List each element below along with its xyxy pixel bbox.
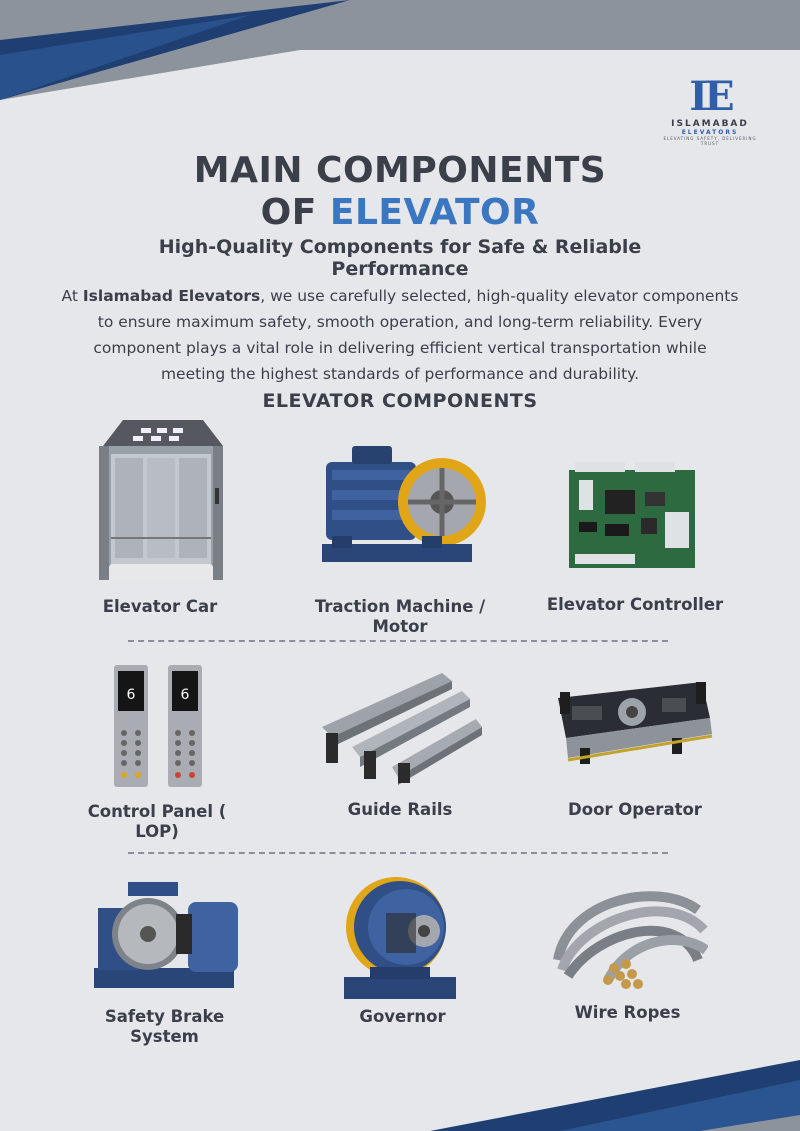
traction-machine-icon: [312, 440, 487, 580]
page-subtitle: High-Quality Components for Safe & Reliable Performance: [158, 236, 642, 280]
row-divider-1: [128, 640, 668, 642]
component-label-8: Governor: [359, 1007, 446, 1026]
component-label-4: Control Panel ( LOP): [87, 802, 227, 841]
component-label-9: Wire Ropes: [574, 1003, 681, 1022]
company-logo: [660, 75, 760, 146]
intro-body: , we use carefully selected, high-quality elevator components to ensure maximum safety, smooth operation, and long-term reliability. Every component plays a vital role in delivering efficient vertical transportation while meeting the highest standards of performance and durability.: [93, 287, 739, 383]
logo-mark: IE: [689, 73, 731, 120]
wire-ropes-icon: [548, 880, 708, 990]
guide-rails-icon: [312, 667, 482, 785]
intro-lead: At: [61, 287, 83, 305]
row-divider-2: [128, 852, 668, 854]
elevator-car-icon: [93, 418, 228, 588]
page-title: [0, 150, 800, 234]
logo-tagline: ELEVATING SAFETY, DELIVERING TRUST: [663, 136, 757, 146]
control-panel-icon: [112, 663, 204, 791]
title-line-1: MAIN COMPONENTS: [193, 150, 607, 191]
component-label-3: Elevator Controller: [546, 595, 724, 614]
component-label-7: Safety Brake System: [104, 1007, 225, 1046]
title-prefix: OF: [260, 192, 330, 233]
section-title: ELEVATOR COMPONENTS: [262, 390, 538, 412]
governor-icon: [340, 873, 460, 1003]
logo-sub: ELEVATORS: [681, 129, 739, 136]
intro-company: Islamabad Elevators: [82, 287, 261, 305]
component-label-5: Guide Rails: [347, 800, 453, 819]
intro-paragraph: [60, 283, 740, 387]
safety-brake-icon: [88, 878, 250, 996]
title-accent: ELEVATOR: [329, 192, 540, 233]
controller-board-icon: [565, 462, 700, 574]
title-line-2: [0, 192, 800, 234]
door-operator-icon: [552, 678, 714, 778]
logo-name: ISLAMABAD: [671, 119, 749, 129]
panel-display-left: 6: [126, 687, 136, 703]
component-label-6: Door Operator: [568, 800, 702, 819]
component-label-1: Elevator Car: [102, 597, 218, 616]
component-label-2: Traction Machine / Motor: [314, 597, 486, 636]
panel-display-right: 6: [180, 687, 190, 703]
